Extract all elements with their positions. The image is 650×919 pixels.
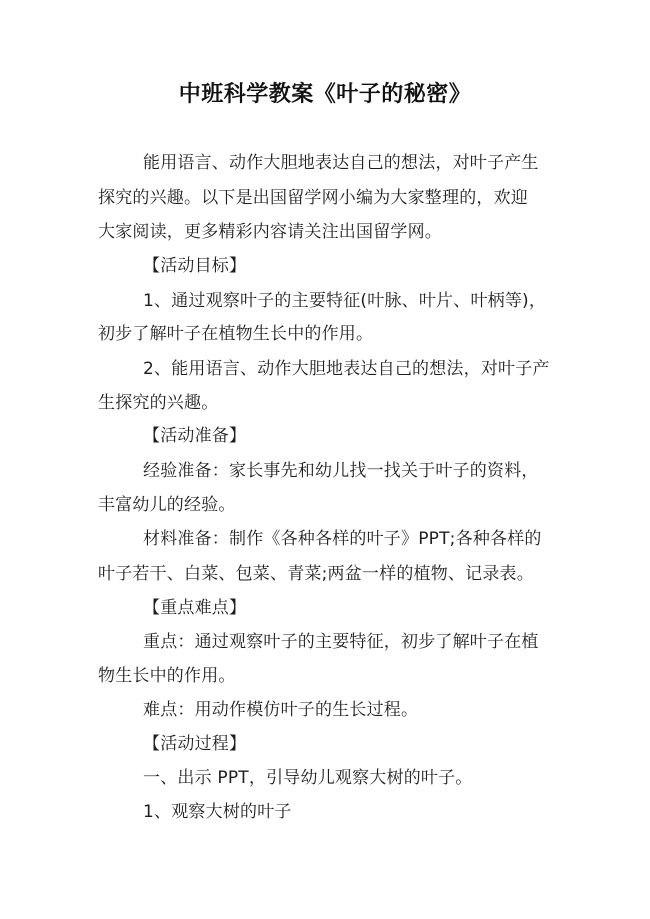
section-heading-process: 【活动过程】 bbox=[143, 734, 247, 754]
section-heading-objectives: 【活动目标】 bbox=[143, 256, 247, 276]
document-title: 中班科学教案《叶子的秘密》 bbox=[178, 82, 472, 107]
paragraph-line: 物生长中的作用。 bbox=[98, 666, 236, 686]
paragraph-line: 2、能用语言、动作大胆地表达自己的想法，对叶子产 bbox=[143, 359, 550, 379]
paragraph-line: 1、通过观察叶子的主要特征(叶脉、叶片、叶柄等)， bbox=[143, 291, 547, 311]
paragraph-line: 经验准备：家长事先和幼儿找一找关于叶子的资料， bbox=[143, 461, 539, 481]
paragraph-line: 初步了解叶子在植物生长中的作用。 bbox=[98, 324, 374, 344]
paragraph-line: 生探究的兴趣。 bbox=[98, 393, 219, 413]
paragraph-line: 材料准备：制作《各种各样的叶子》PPT;各种各样的 bbox=[143, 529, 542, 549]
paragraph-line: 叶子若干、白菜、包菜、青菜;两盆一样的植物、记录表。 bbox=[98, 564, 534, 584]
paragraph-line: 一、出示 PPT，引导幼儿观察大树的叶子。 bbox=[143, 768, 473, 788]
paragraph-line: 重点：通过观察叶子的主要特征，初步了解叶子在植 bbox=[143, 632, 539, 652]
paragraph-line: 大家阅读，更多精彩内容请关注出国留学网。 bbox=[98, 222, 442, 242]
paragraph-line: 1、观察大树的叶子 bbox=[143, 802, 292, 822]
paragraph-line: 难点：用动作模仿叶子的生长过程。 bbox=[143, 700, 419, 720]
section-heading-key-points: 【重点难点】 bbox=[143, 598, 247, 618]
paragraph-line: 探究的兴趣。以下是出国留学网小编为大家整理的，欢迎 bbox=[98, 188, 528, 208]
paragraph-line: 丰富幼儿的经验。 bbox=[98, 495, 236, 515]
paragraph-line: 能用语言、动作大胆地表达自己的想法，对叶子产生 bbox=[143, 153, 539, 173]
section-heading-preparation: 【活动准备】 bbox=[143, 426, 247, 446]
